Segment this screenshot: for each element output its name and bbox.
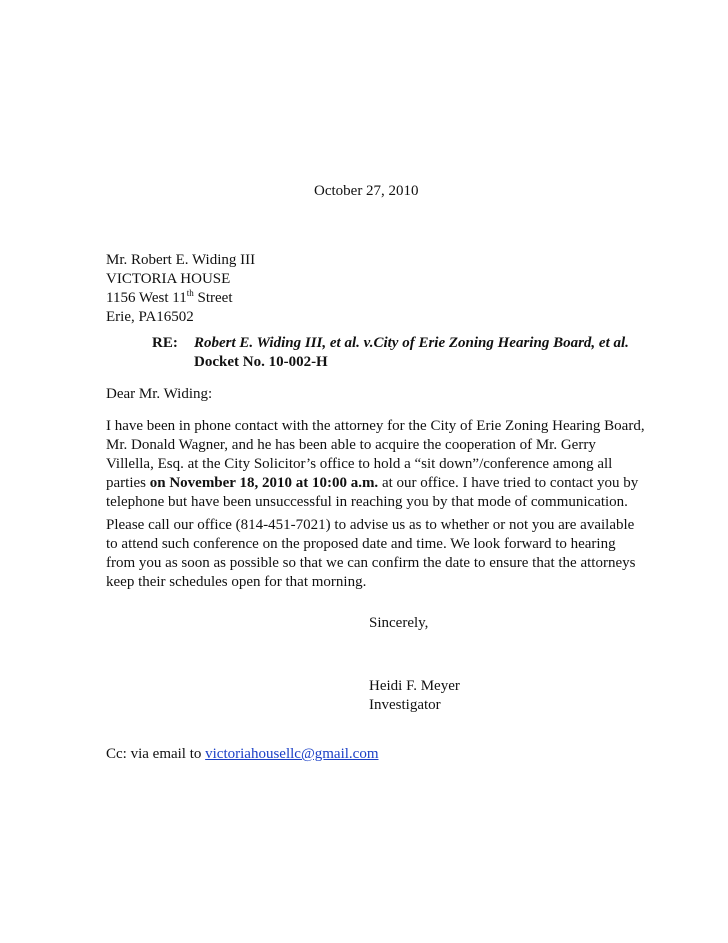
recipient-name: Mr. Robert E. Widing III [106,252,256,268]
paragraph-line: telephone but have been unsuccessful in reaching you by that mode of communication. [106,494,628,510]
re-docket-number: Docket No. 10-002-H [194,354,328,370]
street-ordinal-suffix: th [186,288,194,298]
paragraph-line: keep their schedules open for that morning. [106,574,367,590]
paragraph-line: I have been in phone contact with the attorney for the City of Erie Zoning Hearing Board, [106,418,645,434]
paragraph-line: Please call our office (814-451-7021) to advise us as to whether or not you are available [106,517,635,533]
line-text: parties [106,475,150,491]
salutation: Dear Mr. Widing: [106,386,213,402]
paragraph-line: from you as soon as possible so that we can confirm the date to ensure that the attorneys [106,555,636,571]
cc-email-link[interactable]: victoriahousellc@gmail.com [205,746,379,762]
street-name: Street [193,290,233,306]
recipient-city-state-zip: Erie, PA16502 [106,309,194,325]
paragraph-line: Villella, Esq. at the City Solicitor’s office to hold a “sit down”/conference among all [106,456,613,472]
street-number: 1156 West 11 [106,290,187,306]
paragraph-line [106,474,645,493]
paragraph-line: Mr. Donald Wagner, and he has been able to acquire the cooperation of Mr. Gerry [106,437,596,453]
signature-title: Investigator [369,697,441,713]
meeting-date-time: on November 18, 2010 at 10:00 a.m. [149,475,379,491]
line-text: at our office. I have tried to contact you by [378,475,639,491]
closing: Sincerely, [369,615,429,631]
letter-date: October 27, 2010 [314,183,419,199]
re-subject [194,334,629,372]
recipient-address [106,251,255,327]
paragraph-line: to attend such conference on the proposed date and time. We look forward to hearing [106,536,616,552]
cc-line [106,745,379,764]
recipient-street [106,289,255,308]
signature-name: Heidi F. Meyer [369,678,460,694]
body-paragraph-2 [106,516,635,592]
recipient-organization: VICTORIA HOUSE [106,271,231,287]
re-label: RE: [152,335,178,351]
body-paragraph-1 [106,417,645,512]
cc-prefix: Cc: via email to [106,746,206,762]
re-case-title: Robert E. Widing III, et al. v.City of Erie Zoning Hearing Board, et al. [194,335,629,351]
